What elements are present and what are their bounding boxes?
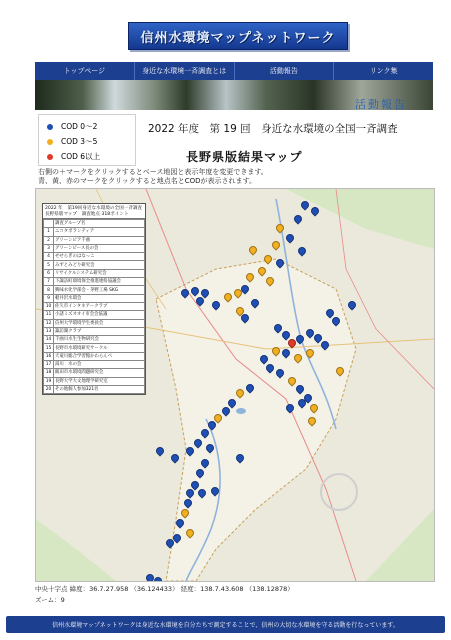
site-footer: [6, 616, 445, 633]
survey-info-panel: [42, 203, 146, 395]
section-label: 活動報告: [355, 98, 407, 111]
nav-links[interactable]: リンク集: [369, 67, 398, 75]
table-row: 17 湯川 水の会: [44, 361, 145, 369]
table-row: 6 リサイクルシステム研究会: [44, 269, 145, 277]
panel-header: 2022 年 第19回身近な水環境の全国一斉調査 長野県版マップ 調査地点 318ポイント: [43, 204, 145, 219]
table-row: 7 下諏訪町環境保全推進連絡協議会: [44, 278, 145, 286]
blue-dot-icon: [47, 124, 53, 130]
group-table: [43, 219, 145, 394]
report-title: 2022 年度 第 19 回 身近な水環境の全国一斉調査: [148, 123, 398, 135]
cod-legend: [38, 114, 136, 166]
nav-activity-report[interactable]: 活動報告: [235, 62, 335, 80]
map-instructions: [38, 168, 268, 186]
table-row: 16 天竜川総合学習館かわらんべ: [44, 352, 145, 360]
legend-label: COD 0～2: [61, 122, 98, 131]
table-row: 18 飯田市水環境問題研究会: [44, 369, 145, 377]
instruction-line: 右側の＋マークをクリックするとベース地図と表示年度を変更できます。: [38, 168, 268, 176]
footer-text: 信州水環境マップネットワークは身近な水環境を自分たちで測定することで、信州の大切な水環境を守る活動を行なっています。: [52, 622, 399, 629]
legend-item-low: [47, 121, 97, 132]
table-row: 4 せせらぎのはなっこ: [44, 253, 145, 261]
table-row: 15 長野市水環境研究サークル: [44, 344, 145, 352]
yellow-dot-icon: [47, 139, 53, 145]
legend-label: COD 3～5: [61, 137, 98, 146]
nagano-map[interactable]: [35, 188, 435, 582]
table-row: 19 長野大学大文地理学研究室: [44, 377, 145, 385]
legend-item-mid: [47, 136, 97, 147]
table-row: 11 小諸ミズオオイ市会会協議: [44, 311, 145, 319]
table-row: 1 ニコタボランティア: [44, 228, 145, 236]
nav-survey-about[interactable]: 身近な水環境一斉調査とは: [135, 62, 235, 80]
table-row: 10 佐久市インタネアークラブ: [44, 302, 145, 310]
table-row: 9 軽井沢水環会: [44, 294, 145, 302]
site-banner: [128, 22, 348, 50]
legend-label: COD 6以上: [61, 152, 101, 161]
table-row: 13 諏訪湖クラブ: [44, 327, 145, 335]
group-table-header: 調査グループ名: [54, 220, 145, 228]
red-dot-icon: [47, 154, 53, 160]
nav-top-page[interactable]: トップページ: [35, 62, 135, 80]
instruction-line: 青、黄、赤のマークをクリックすると地点名とCODが表示されます。: [38, 177, 256, 185]
report-subtitle: 長野県版結果マップ: [186, 150, 303, 164]
main-nav: [35, 62, 433, 80]
table-row: 3 グリーンピース長の会: [44, 244, 145, 252]
table-row: 14 千曲川水生生物研究会: [44, 336, 145, 344]
site-title: 信州水環境マップネットワーク: [140, 30, 336, 46]
legend-item-high: [47, 151, 100, 162]
table-row: 20 その他個人参加321名: [44, 385, 145, 393]
map-zoom-level: ズーム：9: [35, 596, 65, 604]
table-row: 5 みずとみどり研究会: [44, 261, 145, 269]
table-row: 2 グリーンピア千曲: [44, 236, 145, 244]
table-row: 8 興味水化学部会・茅野工場 SKG: [44, 286, 145, 294]
map-coordinates: 中央十字点 緯度：36.7.27.958 （36.124433） 経度：138.7.43.608 （138.12878）: [35, 585, 294, 593]
table-row: 12 信州大学環境学生委員会: [44, 319, 145, 327]
